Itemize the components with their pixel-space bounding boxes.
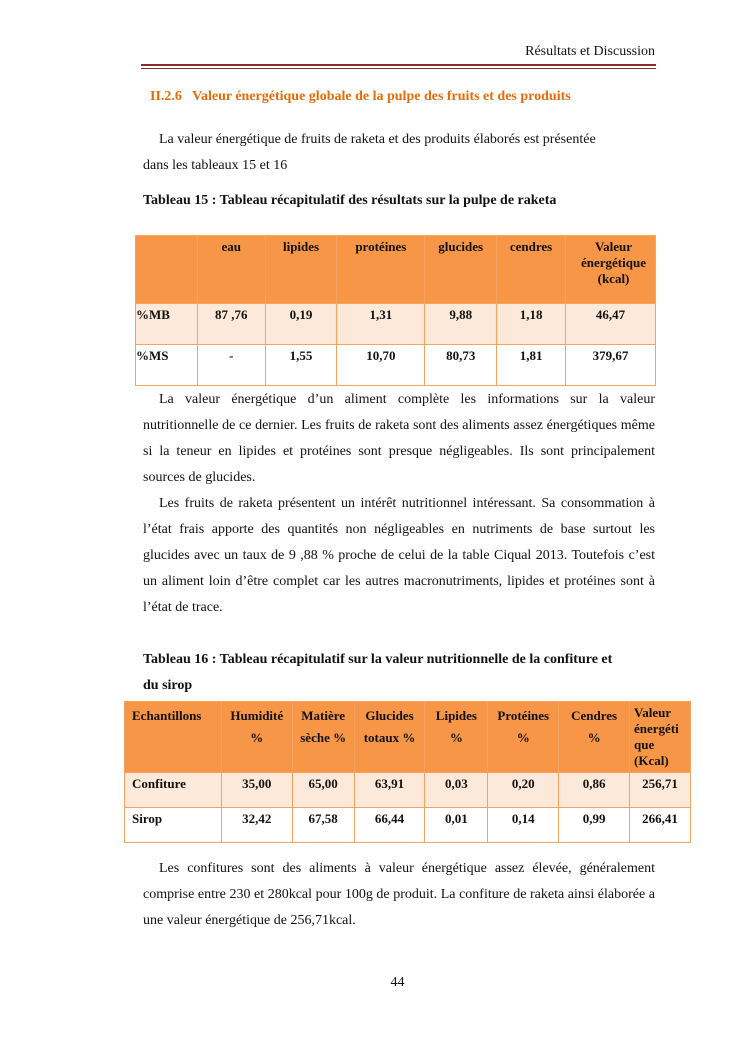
table15-header-cell: protéines <box>337 236 425 304</box>
table16-caption <box>143 647 612 699</box>
table-cell: 0,03 <box>425 773 488 808</box>
table-cell: 266,41 <box>630 808 691 843</box>
table-cell: 32,42 <box>221 808 292 843</box>
table-cell: 0,20 <box>488 773 559 808</box>
table-cell: 1,81 <box>497 345 566 386</box>
table-cell: - <box>197 345 265 386</box>
table-cell: 10,70 <box>337 345 425 386</box>
header-line: totaux % <box>363 730 416 745</box>
table15-caption: Tableau 15 : Tableau récapitulatif des résultats sur la pulpe de raketa <box>143 193 557 208</box>
paragraph-3-text: Les confitures sont des aliments à valeur énergétique assez élevée, généralement comprise entre 230 et 280kcal pour 100g de produit. La confiture de raketa ainsi élaborée a une valeur énergétique de 256,71kcal. <box>143 861 655 928</box>
table-cell: 1,31 <box>337 304 425 345</box>
table16-caption-line-2: du sirop <box>143 678 193 693</box>
table16-header-cell <box>221 702 292 773</box>
table16-header-cell <box>630 702 691 773</box>
header-line: % <box>449 730 463 745</box>
table-cell: 65,00 <box>292 773 354 808</box>
paragraph-2-text: Les fruits de raketa présentent un intérêt nutritionnel intéressant. Sa consommation à l’état frais apporte des quantités non négligeables en nutriments de base surtout les glucides avec un taux de 9 ,88 % proche de celui de la table Ciqual 2013. Toutefois c’est un aliment loin d’être complet car les autres macronutriments, lipides et protéines sont à l’état de trace. <box>143 496 655 615</box>
intro-line-1: La valeur énergétique de fruits de raketa et des produits élaborés est présentée <box>159 132 596 147</box>
table16-header-cell <box>125 702 222 773</box>
table-row <box>136 345 656 386</box>
table-cell: 80,73 <box>425 345 497 386</box>
row-label: Sirop <box>125 808 222 843</box>
paragraph-1-text: La valeur énergétique d’un aliment complète les informations sur la valeur nutritionnelle de ce dernier. Les fruits de raketa sont des aliments assez énergétiques même si la teneur en lipides et protéines sont presque négligeables. Ils sont principalement sources de glucides. <box>143 392 655 485</box>
table-cell: 0,14 <box>488 808 559 843</box>
table-cell: 1,18 <box>497 304 566 345</box>
row-label: %MB <box>136 304 198 345</box>
header-line: sèche % <box>300 730 347 745</box>
table-cell: 35,00 <box>221 773 292 808</box>
table15-header-cell: eau <box>197 236 265 304</box>
row-label: %MS <box>136 345 198 386</box>
table-row <box>125 808 691 843</box>
page-number: 44 <box>390 975 405 990</box>
section-number: II.2.6 <box>150 89 182 104</box>
header-line: % <box>587 730 601 745</box>
table-row <box>125 773 691 808</box>
header-line: Glucides <box>365 708 414 723</box>
table-cell: 67,58 <box>292 808 354 843</box>
header-line: Humidité <box>230 708 284 723</box>
header-line: Protéines <box>497 708 550 723</box>
header-line: Matière <box>301 708 346 723</box>
table15-header-cell: cendres <box>497 236 566 304</box>
table-15 <box>135 235 656 386</box>
table-cell: 256,71 <box>630 773 691 808</box>
table-row <box>136 304 656 345</box>
table16-header-cell <box>292 702 354 773</box>
table16-header-cell <box>559 702 630 773</box>
table16-header-cell <box>354 702 425 773</box>
running-header: Résultats et Discussion <box>525 44 655 59</box>
section-heading <box>150 89 571 105</box>
header-line: Echantillons <box>132 708 202 723</box>
table15-header-cell: Valeur énergétique (kcal) <box>566 236 656 304</box>
header-line: Valeur énergéti que (Kcal) <box>634 705 679 768</box>
section-title-text: Valeur énergétique globale de la pulpe des fruits et des produits <box>192 89 571 104</box>
table15-header-row <box>136 236 656 304</box>
table-cell: 87 ,76 <box>197 304 265 345</box>
table-cell: 66,44 <box>354 808 425 843</box>
header-line: % <box>516 730 530 745</box>
paragraph-3 <box>143 856 655 934</box>
table-cell: 0,86 <box>559 773 630 808</box>
row-label: Confiture <box>125 773 222 808</box>
table-cell: 1,55 <box>265 345 337 386</box>
table16-header-cell <box>488 702 559 773</box>
header-line: % <box>250 730 264 745</box>
table-cell: 63,91 <box>354 773 425 808</box>
table-16 <box>124 701 691 843</box>
table15-header-cell: glucides <box>425 236 497 304</box>
table15-header-cell: lipides <box>265 236 337 304</box>
table-cell: 46,47 <box>566 304 656 345</box>
table15-header-cell <box>136 236 198 304</box>
table-cell: 0,01 <box>425 808 488 843</box>
header-rule-thick <box>141 64 656 66</box>
intro-line-2: dans les tableaux 15 et 16 <box>143 158 288 173</box>
paragraph-2 <box>143 491 655 621</box>
table-cell: 0,19 <box>265 304 337 345</box>
table16-caption-line-1: Tableau 16 : Tableau récapitulatif sur la valeur nutritionnelle de la confiture et <box>143 652 613 667</box>
header-rule-thin <box>141 68 656 69</box>
intro-paragraph <box>143 127 655 179</box>
table16-header-cell <box>425 702 488 773</box>
header-line: Lipides <box>435 708 477 723</box>
paragraph-1 <box>143 387 655 491</box>
table-cell: 9,88 <box>425 304 497 345</box>
table-cell: 379,67 <box>566 345 656 386</box>
header-line: Cendres <box>571 708 618 723</box>
table16-header-row <box>125 702 691 773</box>
table-cell: 0,99 <box>559 808 630 843</box>
